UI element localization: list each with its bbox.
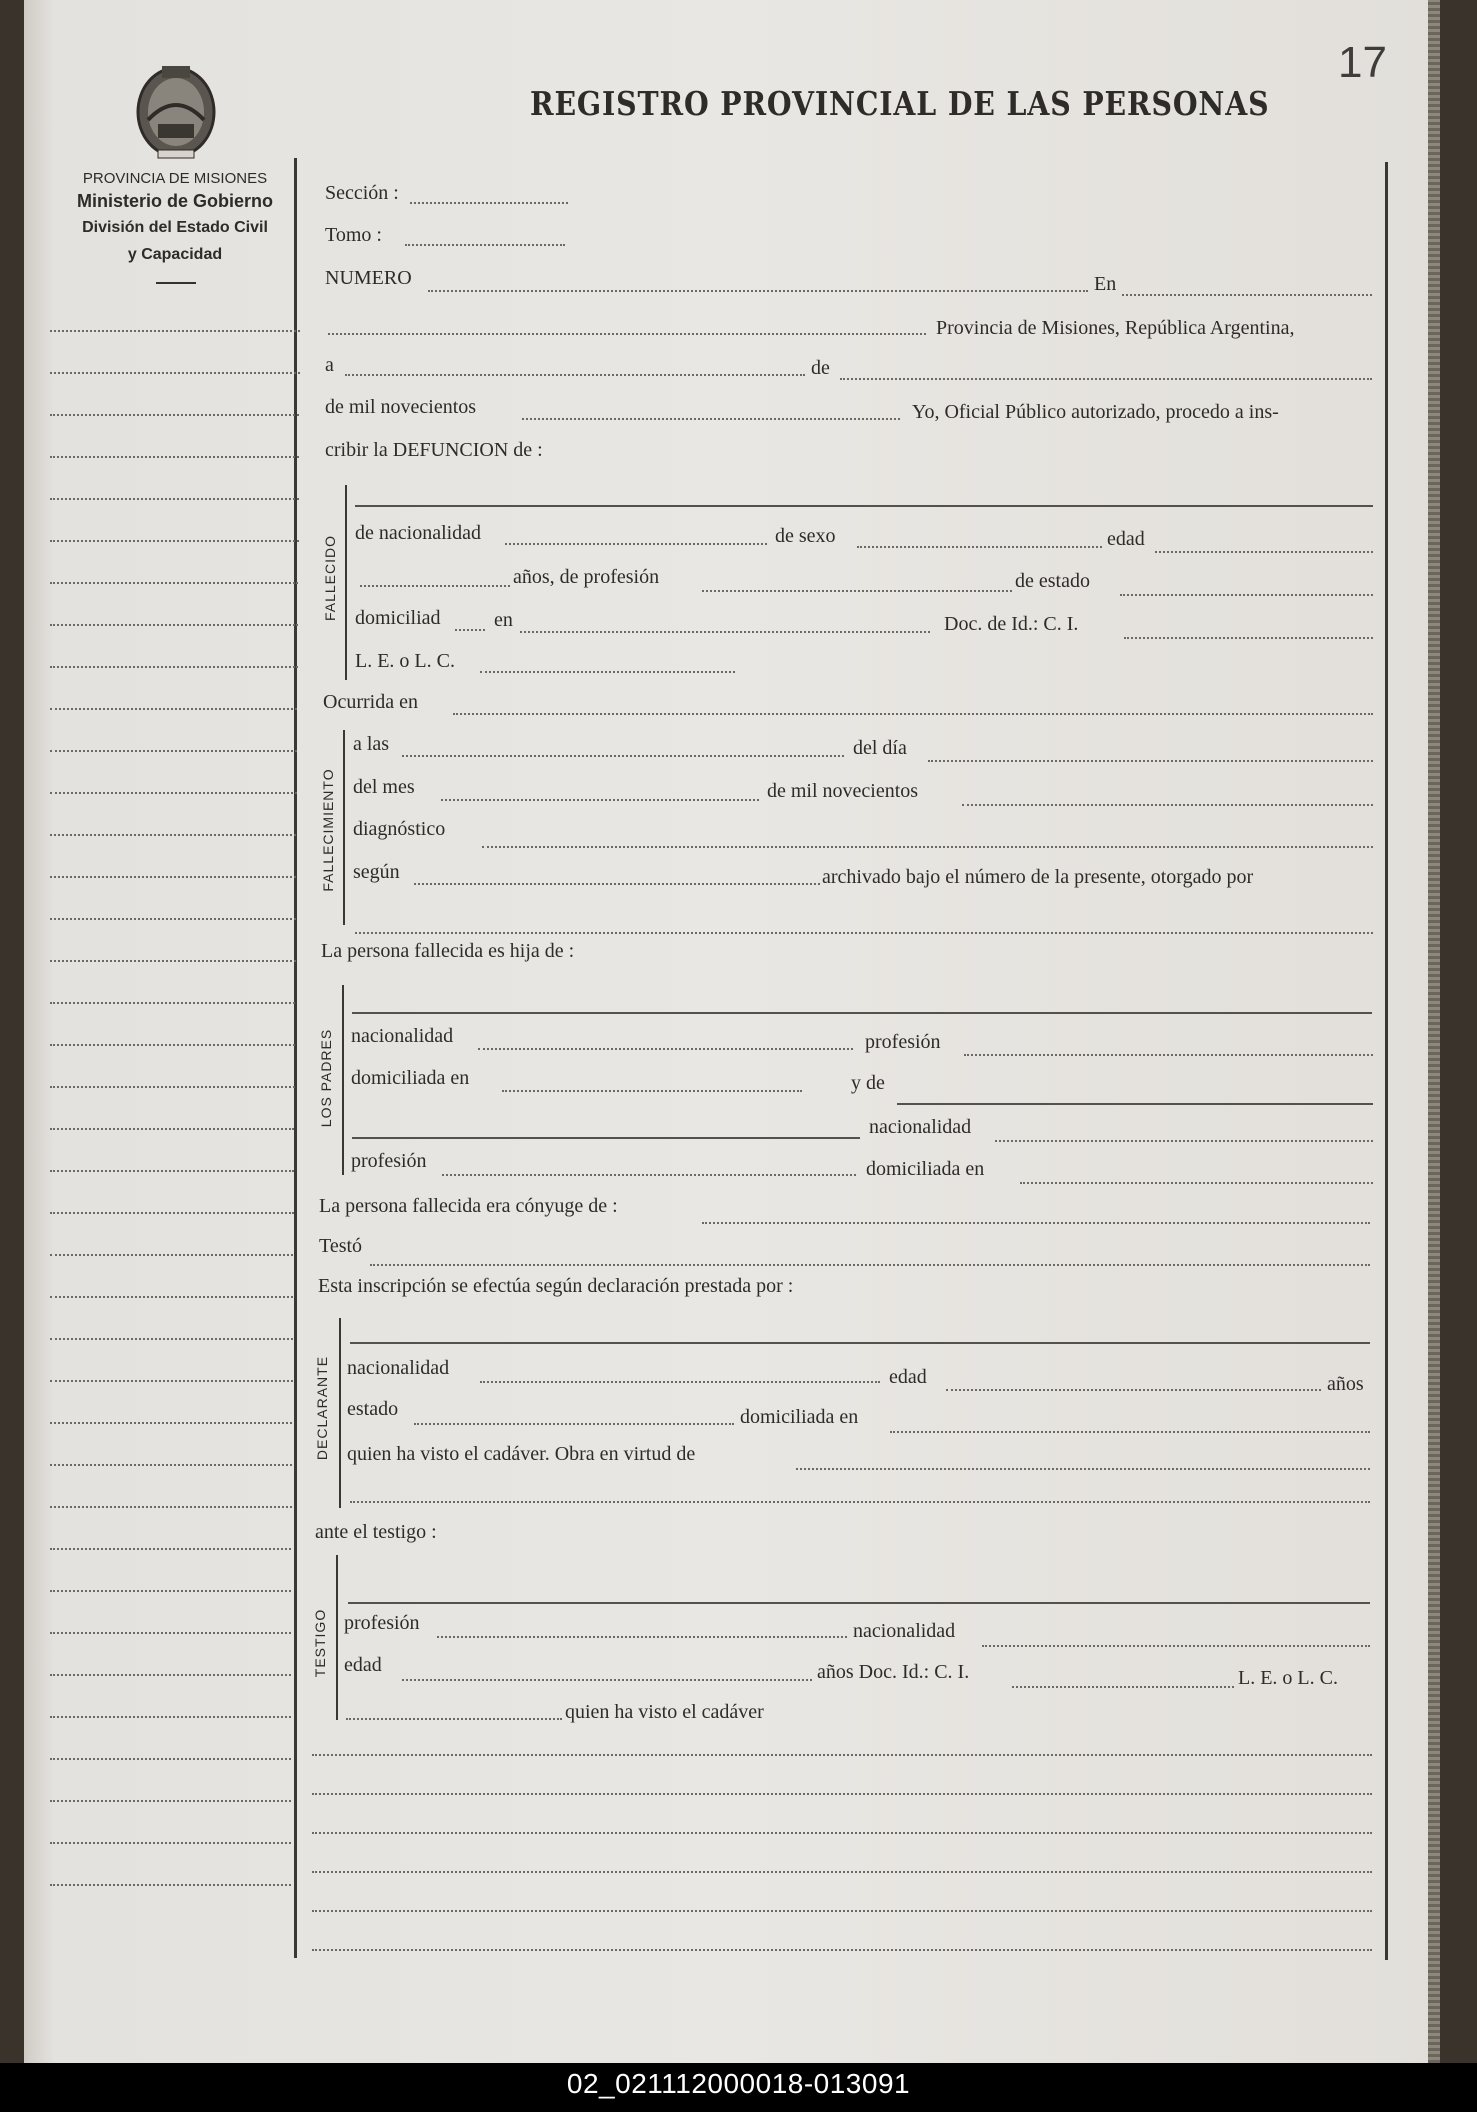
a-las-label: a las (353, 733, 390, 755)
margin-line[interactable] (50, 372, 300, 374)
a-label: a (325, 354, 334, 376)
org-division: División del Estado Civil (82, 219, 268, 236)
margin-line[interactable] (50, 1422, 292, 1424)
nacionalidad-label: de nacionalidad (355, 522, 482, 544)
left-margin-rule (294, 158, 297, 1958)
profesion-field[interactable] (702, 590, 1012, 592)
padre-profesion-label: profesión (865, 1031, 941, 1053)
le-lc-field[interactable] (480, 671, 735, 673)
edad-label: edad (1107, 528, 1145, 550)
declarante-estado-label: estado (347, 1398, 399, 1420)
mil-novecientos-2-label: de mil novecientos (767, 780, 919, 802)
fallecido-bracket (345, 485, 347, 680)
margin-line[interactable] (50, 792, 297, 794)
conyuge-field[interactable] (702, 1222, 1370, 1224)
fallecido-side-label: FALLECIDO (322, 534, 338, 622)
margin-line[interactable] (50, 1842, 291, 1844)
seccion-field[interactable] (410, 202, 568, 204)
margin-line[interactable] (50, 1716, 291, 1718)
sexo-label: de sexo (775, 525, 836, 547)
margin-line[interactable] (50, 1464, 292, 1466)
declarante-edad-label: edad (889, 1366, 927, 1388)
inscripcion-label: Esta inscripción se efectúa según declaración prestada por : (318, 1275, 794, 1297)
testigo-le-lc-label: L. E. o L. C. (1238, 1667, 1338, 1689)
ci-field[interactable] (1124, 637, 1373, 639)
margin-line[interactable] (50, 1170, 294, 1172)
mes-field[interactable] (441, 799, 759, 801)
mil-novecientos-label: de mil novecientos (325, 396, 477, 418)
margin-line[interactable] (50, 624, 298, 626)
domicilio-field[interactable] (455, 629, 485, 631)
fallecimiento-bracket (343, 730, 345, 925)
padres-bracket (342, 985, 344, 1175)
declarante-nacionalidad-label: nacionalidad (347, 1357, 450, 1379)
fallecimiento-side-label: FALLECIMIENTO (320, 768, 336, 892)
ante-testigo-label: ante el testigo : (315, 1521, 437, 1543)
del-dia-label: del día (853, 737, 907, 759)
padres-side-label: LOS PADRES (318, 1028, 334, 1128)
fallecido-name-field[interactable] (355, 505, 1373, 507)
margin-line[interactable] (50, 918, 296, 920)
provincial-coat-of-arms-icon (128, 60, 224, 164)
declarante-quien-label: quien ha visto el cadáver. Obra en virtud de (347, 1443, 696, 1465)
hora-field[interactable] (402, 755, 844, 757)
testigo-quien-label: quien ha visto el cadáver (565, 1701, 764, 1723)
a-field[interactable] (345, 374, 805, 376)
observation-line[interactable] (312, 1871, 1372, 1873)
margin-line[interactable] (50, 750, 297, 752)
testo-field[interactable] (370, 1264, 1370, 1266)
observation-line[interactable] (312, 1754, 1372, 1756)
domicilio-lugar-field[interactable] (520, 631, 930, 633)
madre-nacionalidad-field[interactable] (995, 1140, 1373, 1142)
margin-line[interactable] (50, 1632, 291, 1634)
divider (156, 282, 196, 284)
testigo-nacionalidad-field[interactable] (982, 1645, 1370, 1647)
image-caption: 02_021112000018-013091 (566, 2068, 911, 2099)
org-ministry: Ministerio de Gobierno (76, 191, 273, 211)
margin-line[interactable] (50, 834, 296, 836)
estado-label: de estado (1015, 570, 1090, 592)
le-lc-label: L. E. o L. C. (355, 650, 455, 672)
margin-line[interactable] (50, 1086, 295, 1088)
padre-name-field[interactable] (352, 1012, 1372, 1014)
declarante-nacionalidad-field[interactable] (480, 1381, 880, 1383)
declarante-domiciliada-label: domiciliada en (740, 1406, 859, 1428)
margin-line[interactable] (50, 498, 299, 500)
form-title: REGISTRO PROVINCIAL DE LAS PERSONAS (530, 84, 1270, 123)
org-capacity: y Capacidad (127, 246, 223, 263)
diagnostico-field[interactable] (482, 846, 1373, 848)
padre-domiciliada-field[interactable] (502, 1090, 802, 1092)
margin-line[interactable] (50, 1212, 294, 1214)
testigo-profesion-label: profesión (344, 1612, 420, 1634)
margin-line[interactable] (50, 1296, 293, 1298)
testigo-ci-field[interactable] (1012, 1686, 1234, 1688)
madre-domiciliada-field[interactable] (1020, 1182, 1373, 1184)
declarante-extra-field[interactable] (350, 1501, 1370, 1503)
margin-line[interactable] (50, 1758, 291, 1760)
observation-line[interactable] (312, 1910, 1372, 1912)
declarante-bracket (339, 1318, 341, 1508)
declarante-domiciliada-field[interactable] (890, 1431, 1370, 1433)
testo-label: Testó (319, 1235, 363, 1257)
margin-line[interactable] (50, 456, 299, 458)
margin-line[interactable] (50, 1674, 291, 1676)
inscribir-text: cribir la DEFUNCION de : (325, 439, 543, 461)
testigo-profesion-field[interactable] (437, 1636, 847, 1638)
nacionalidad-field[interactable] (505, 543, 767, 545)
observation-line[interactable] (312, 1832, 1372, 1834)
testigo-anios-doc-label: años Doc. Id.: C. I. (817, 1661, 970, 1683)
padre-nacionalidad-label: nacionalidad (351, 1025, 454, 1047)
testigo-quien-field[interactable] (346, 1718, 562, 1720)
padre-nacionalidad-field[interactable] (478, 1048, 853, 1050)
tomo-label: Tomo : (325, 224, 382, 246)
domicilio-en-label: en (494, 609, 513, 631)
testigo-nacionalidad-label: nacionalidad (853, 1620, 956, 1642)
declarante-edad-field[interactable] (946, 1389, 1321, 1391)
lugar-field[interactable] (328, 333, 926, 335)
margin-line[interactable] (50, 1044, 295, 1046)
margin-line[interactable] (50, 708, 297, 710)
edad-field[interactable] (1155, 551, 1373, 553)
margin-line[interactable] (50, 666, 298, 668)
margin-line[interactable] (50, 582, 298, 584)
margin-line[interactable] (50, 330, 300, 332)
margin-line[interactable] (50, 1380, 293, 1382)
padre-profesion-field[interactable] (964, 1054, 1373, 1056)
margin-line[interactable] (50, 1002, 295, 1004)
margin-line[interactable] (50, 414, 299, 416)
diagnostico-label: diagnóstico (353, 818, 446, 840)
ocurrida-field[interactable] (453, 713, 1373, 715)
numero-label: NUMERO (325, 267, 412, 289)
margin-line[interactable] (50, 1506, 292, 1508)
margin-line[interactable] (50, 960, 296, 962)
ocurrida-label: Ocurrida en (323, 691, 418, 713)
testigo-edad-field[interactable] (402, 1679, 812, 1681)
margin-line[interactable] (50, 540, 299, 542)
declarante-side-label: DECLARANTE (314, 1355, 330, 1461)
en-field[interactable] (1122, 294, 1372, 296)
anios-profesion-label: años, de profesión (513, 566, 660, 588)
testigo-edad-label: edad (344, 1654, 382, 1676)
margin-line[interactable] (50, 1254, 293, 1256)
madre-profesion-label: profesión (351, 1150, 427, 1172)
y-de-label: y de (851, 1072, 885, 1094)
tomo-field[interactable] (405, 244, 565, 246)
margin-line[interactable] (50, 1884, 291, 1886)
doc-label: Doc. de Id.: C. I. (944, 613, 1079, 635)
padre-domiciliada-label: domiciliada en (351, 1067, 470, 1089)
oficial-text: Yo, Oficial Público autorizado, procedo a ins- (912, 401, 1279, 423)
testigo-bracket (336, 1555, 338, 1720)
del-mes-label: del mes (353, 776, 415, 798)
margin-line[interactable] (50, 1548, 291, 1550)
page-number: 17 (1338, 38, 1387, 87)
margin-line[interactable] (50, 876, 296, 878)
en-label: En (1094, 273, 1117, 295)
margin-line[interactable] (50, 1128, 294, 1130)
madre-name-field-2[interactable] (352, 1137, 860, 1139)
anio-field[interactable] (522, 418, 900, 420)
testigo-name-field[interactable] (348, 1602, 1370, 1604)
archivado-text: archivado bajo el número de la presente, otorgado por (822, 866, 1254, 888)
otorgado-field[interactable] (355, 932, 1373, 934)
segun-label: según (353, 861, 400, 883)
observation-line[interactable] (312, 1793, 1372, 1795)
sexo-field[interactable] (857, 546, 1102, 548)
province-country-text: Provincia de Misiones, República Argentina, (936, 317, 1295, 339)
segun-field[interactable] (414, 883, 820, 885)
margin-line[interactable] (50, 1590, 291, 1592)
anios-field[interactable] (360, 585, 510, 587)
declarante-name-field[interactable] (350, 1342, 1370, 1344)
declarante-virtud-field[interactable] (796, 1468, 1370, 1470)
madre-nacionalidad-label: nacionalidad (869, 1116, 972, 1138)
book-binding (1428, 0, 1440, 2063)
observation-line[interactable] (312, 1949, 1372, 1951)
seccion-label: Sección : (325, 182, 399, 204)
margin-line[interactable] (50, 1338, 293, 1340)
hija-de-label: La persona fallecida es hija de : (321, 940, 575, 962)
declarante-estado-field[interactable] (414, 1423, 734, 1425)
estado-field[interactable] (1120, 594, 1373, 596)
dia-field[interactable] (928, 760, 1373, 762)
de-label: de (811, 357, 830, 379)
domicilio-label: domiciliad (355, 607, 441, 629)
declarante-anios-label: años (1327, 1373, 1364, 1395)
madre-domiciliada-label: domiciliada en (866, 1158, 985, 1180)
margin-line[interactable] (50, 1800, 291, 1802)
anio-2-field[interactable] (962, 804, 1373, 806)
madre-profesion-field[interactable] (442, 1174, 856, 1176)
de-field[interactable] (840, 378, 1372, 380)
right-margin-rule (1385, 162, 1388, 1960)
testigo-side-label: TESTIGO (312, 1608, 328, 1678)
conyuge-label: La persona fallecida era cónyuge de : (319, 1195, 618, 1217)
numero-field[interactable] (428, 290, 1088, 292)
madre-name-field[interactable] (897, 1103, 1373, 1105)
org-province: PROVINCIA DE MISIONES (82, 170, 268, 187)
